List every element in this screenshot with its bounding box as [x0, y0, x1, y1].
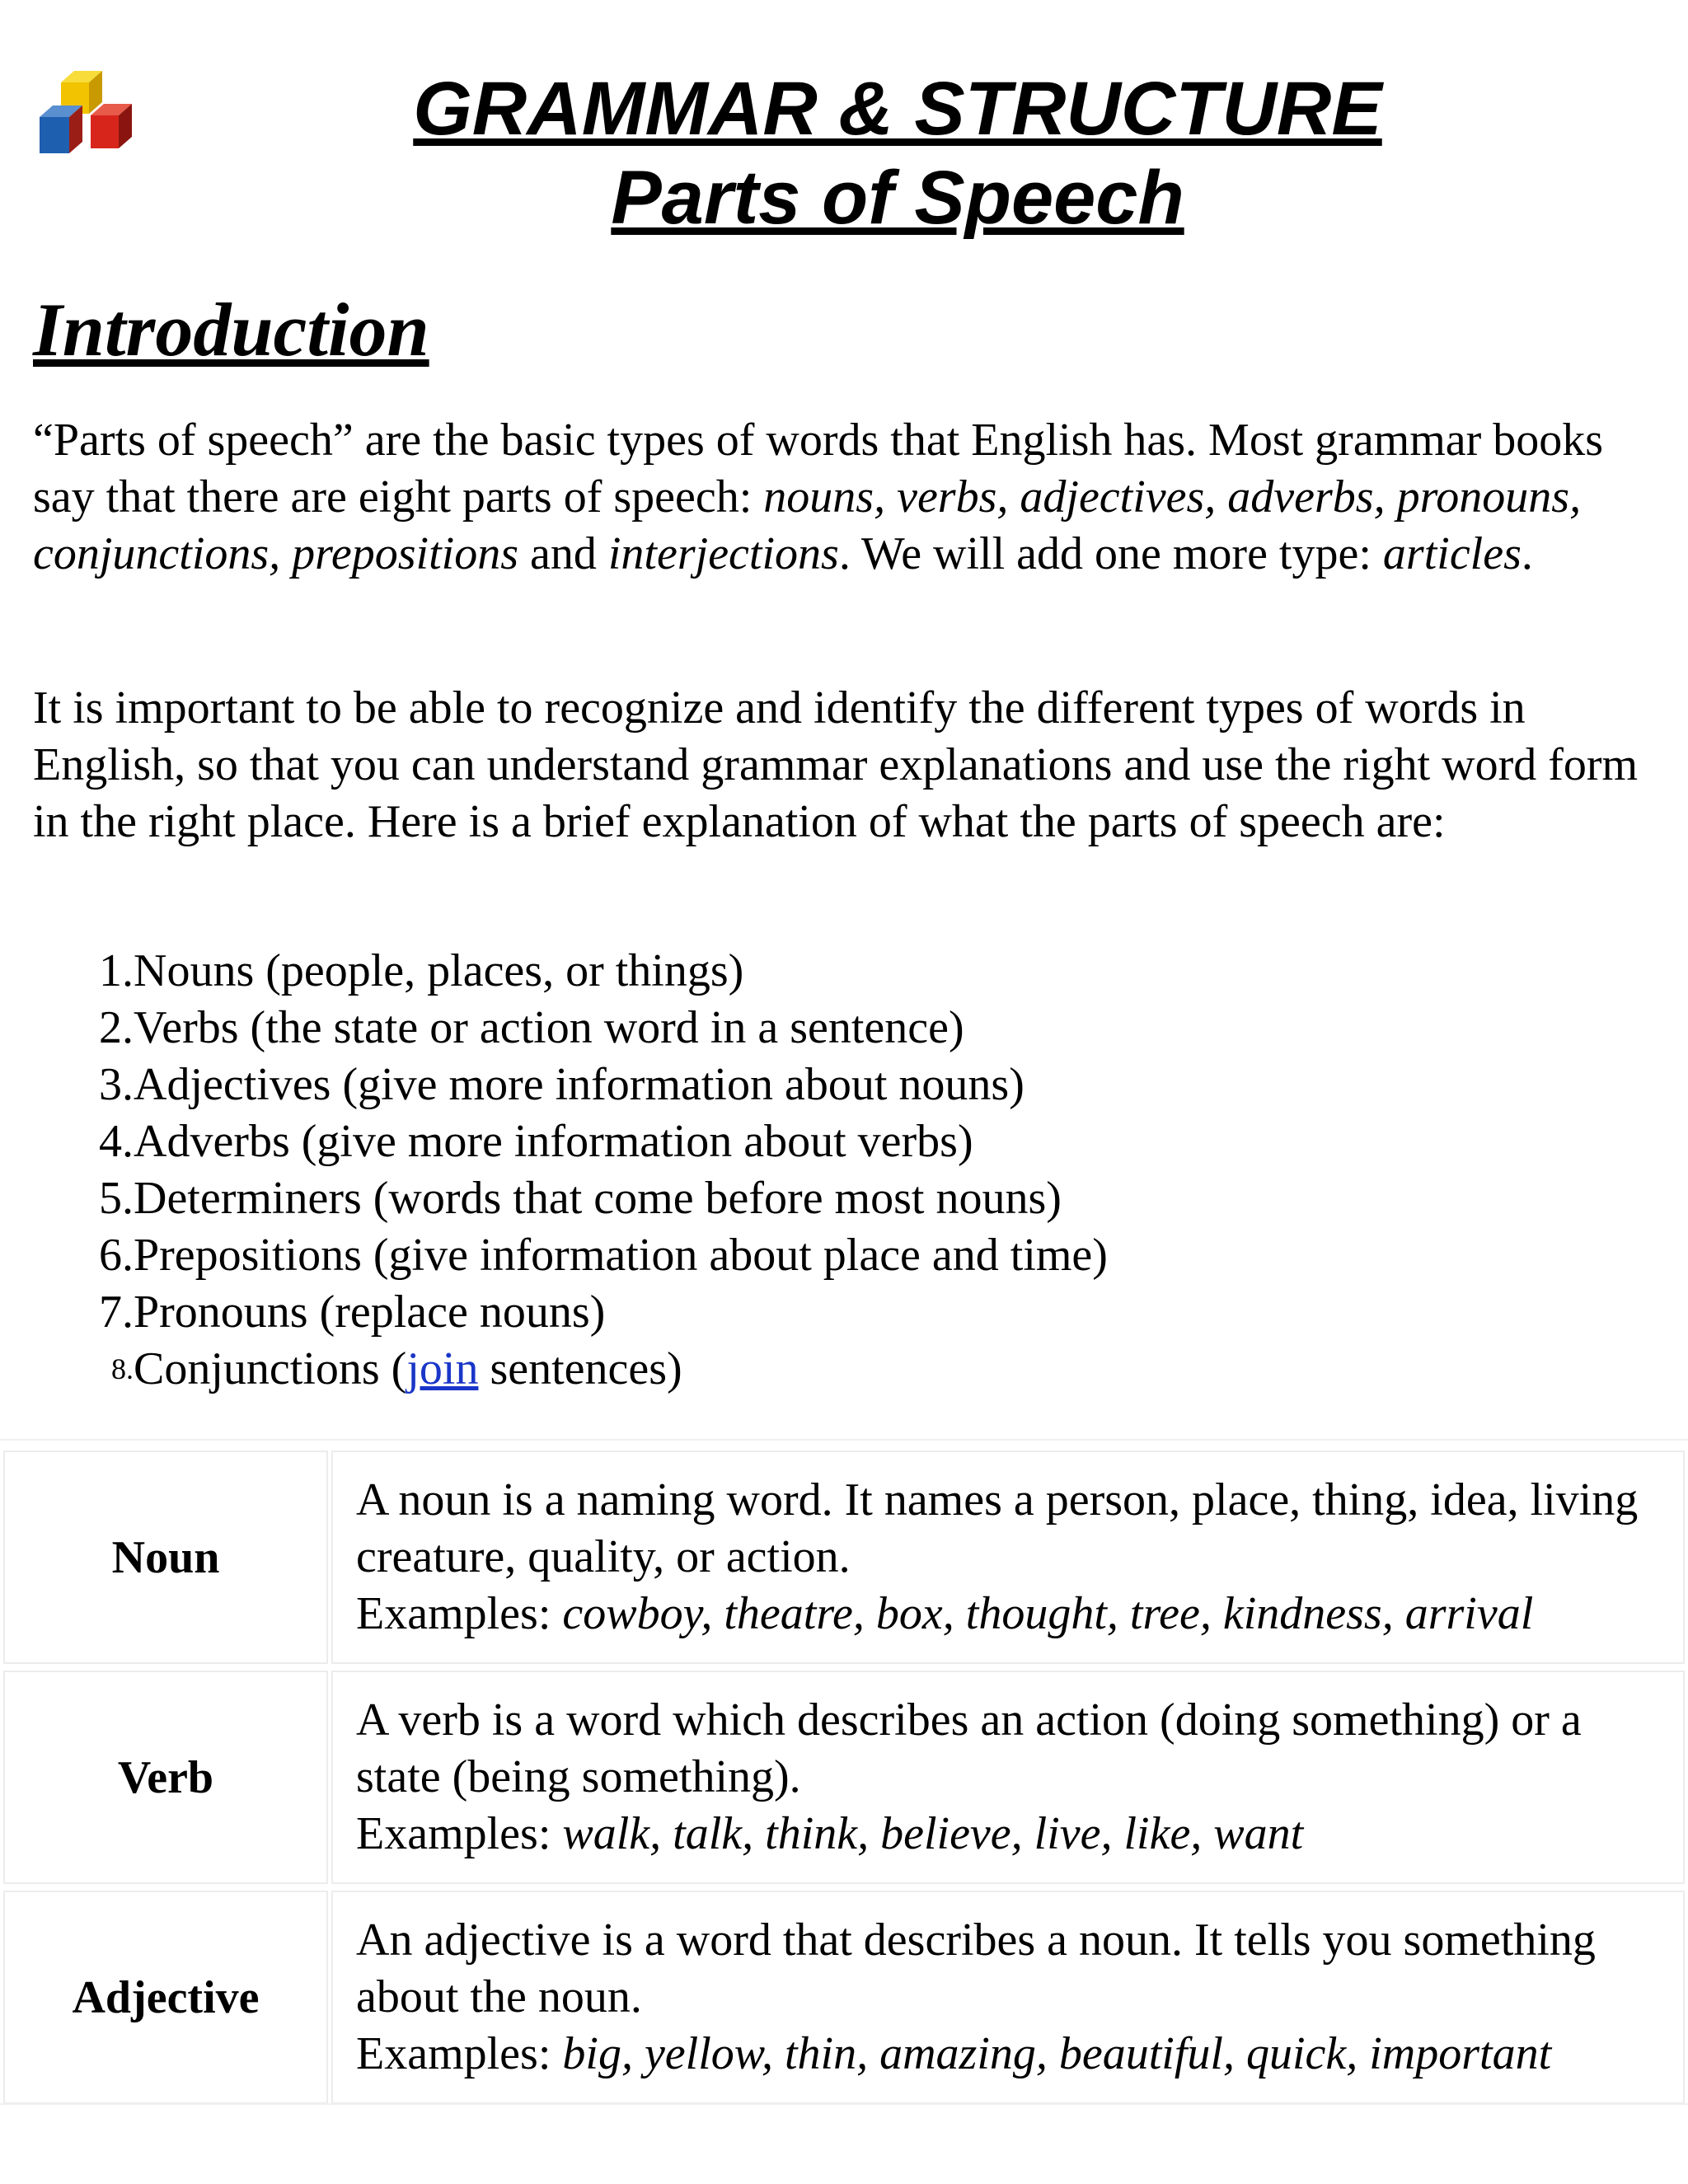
parts-of-speech-table [0, 1444, 1688, 2111]
list-item [33, 943, 1108, 1000]
list-number: 5. [99, 1173, 134, 1224]
p1-and: and [518, 528, 608, 579]
list-number: 1. [99, 945, 134, 996]
definition-cell [331, 1671, 1685, 1884]
p1-mid: . We will add one more type: [838, 528, 1383, 579]
examples-label: Examples: [356, 1808, 563, 1859]
definition-text: A noun is a naming word. It names a person, place, thing, idea, living creature, quality, or action. [356, 1474, 1639, 1582]
list-number: 4. [99, 1116, 134, 1167]
table-divider-top [0, 1439, 1688, 1441]
section-heading-introduction: Introduction [33, 288, 429, 372]
definition-text: An adjective is a word that describes a noun. It tells you something about the noun. [356, 1915, 1596, 2022]
list-item-text: Verbs (the state or action word in a sentence) [134, 1002, 964, 1053]
p1-italic-list: nouns, verbs, adjectives, adverbs, pronouns, conjunctions, prepositions [33, 471, 1582, 579]
definition-text: A verb is a word which describes an action (doing something) or a state (being something). [356, 1694, 1582, 1802]
definition-cell [331, 1891, 1685, 2104]
intro-paragraph-2: It is important to be able to recognize and identify the different types of words in English, so that you can understand grammar explanations and use the right word form in the right place. Here is a brief explanation of what the parts of speech are: [33, 682, 1639, 847]
list-item-text [134, 1341, 682, 1398]
list-number: 8. [111, 1352, 134, 1385]
list-item-text-before: Conjunctions ( [134, 1343, 407, 1394]
p1-end: . [1521, 528, 1533, 579]
examples-text: big, yellow, thin, amazing, beautiful, quick, important [562, 2028, 1552, 2079]
list-item-text: Determiners (words that come before most nouns) [134, 1173, 1062, 1224]
list-item [33, 1000, 1108, 1057]
list-number: 3. [99, 1059, 134, 1110]
definition-cell [331, 1451, 1685, 1664]
table-row [3, 1451, 1685, 1664]
examples-label: Examples: [356, 2028, 563, 2079]
list-number: 6. [99, 1230, 134, 1281]
term-cell: Verb [3, 1671, 328, 1884]
table-row [3, 1671, 1685, 1884]
list-item [33, 1341, 1108, 1398]
examples-text: cowboy, theatre, box, thought, tree, kindness, arrival [562, 1588, 1534, 1639]
p1-articles: articles [1382, 528, 1522, 579]
intro-paragraph-1 [33, 412, 1661, 583]
list-item-text: Adjectives (give more information about nouns) [134, 1059, 1025, 1110]
examples-label: Examples: [356, 1588, 563, 1639]
term-cell: Noun [3, 1451, 328, 1664]
list-item-text: Nouns (people, places, or things) [134, 945, 744, 996]
list-item-text: Pronouns (replace nouns) [134, 1286, 606, 1338]
title-line-2: Parts of Speech [611, 156, 1184, 240]
p1-text: “Parts of speech” are the basic types of words that English has. Most grammar books say that there are eight parts of speech: [33, 415, 1604, 523]
table-divider-bottom [0, 2103, 1688, 2105]
list-item [33, 1170, 1108, 1227]
table-row [3, 1891, 1685, 2104]
list-number: 2. [99, 1002, 134, 1053]
list-item-text: Adverbs (give more information about verbs) [134, 1116, 973, 1167]
title-line-1: GRAMMAR & STRUCTURE [413, 67, 1382, 151]
list-number: 7. [99, 1286, 134, 1338]
page-title [0, 64, 1688, 242]
term-cell: Adjective [3, 1891, 328, 2104]
p1-interjections: interjections [607, 528, 839, 579]
list-item [33, 1284, 1108, 1341]
list-item-text: Prepositions (give information about place and time) [134, 1230, 1108, 1281]
list-item [33, 1057, 1108, 1113]
examples-text: walk, talk, think, believe, live, like, want [562, 1808, 1304, 1859]
list-item [33, 1227, 1108, 1284]
list-item [33, 1113, 1108, 1170]
join-link[interactable]: join [406, 1343, 479, 1394]
list-item-text-after: sentences) [478, 1343, 682, 1394]
parts-of-speech-list [33, 943, 1108, 1398]
